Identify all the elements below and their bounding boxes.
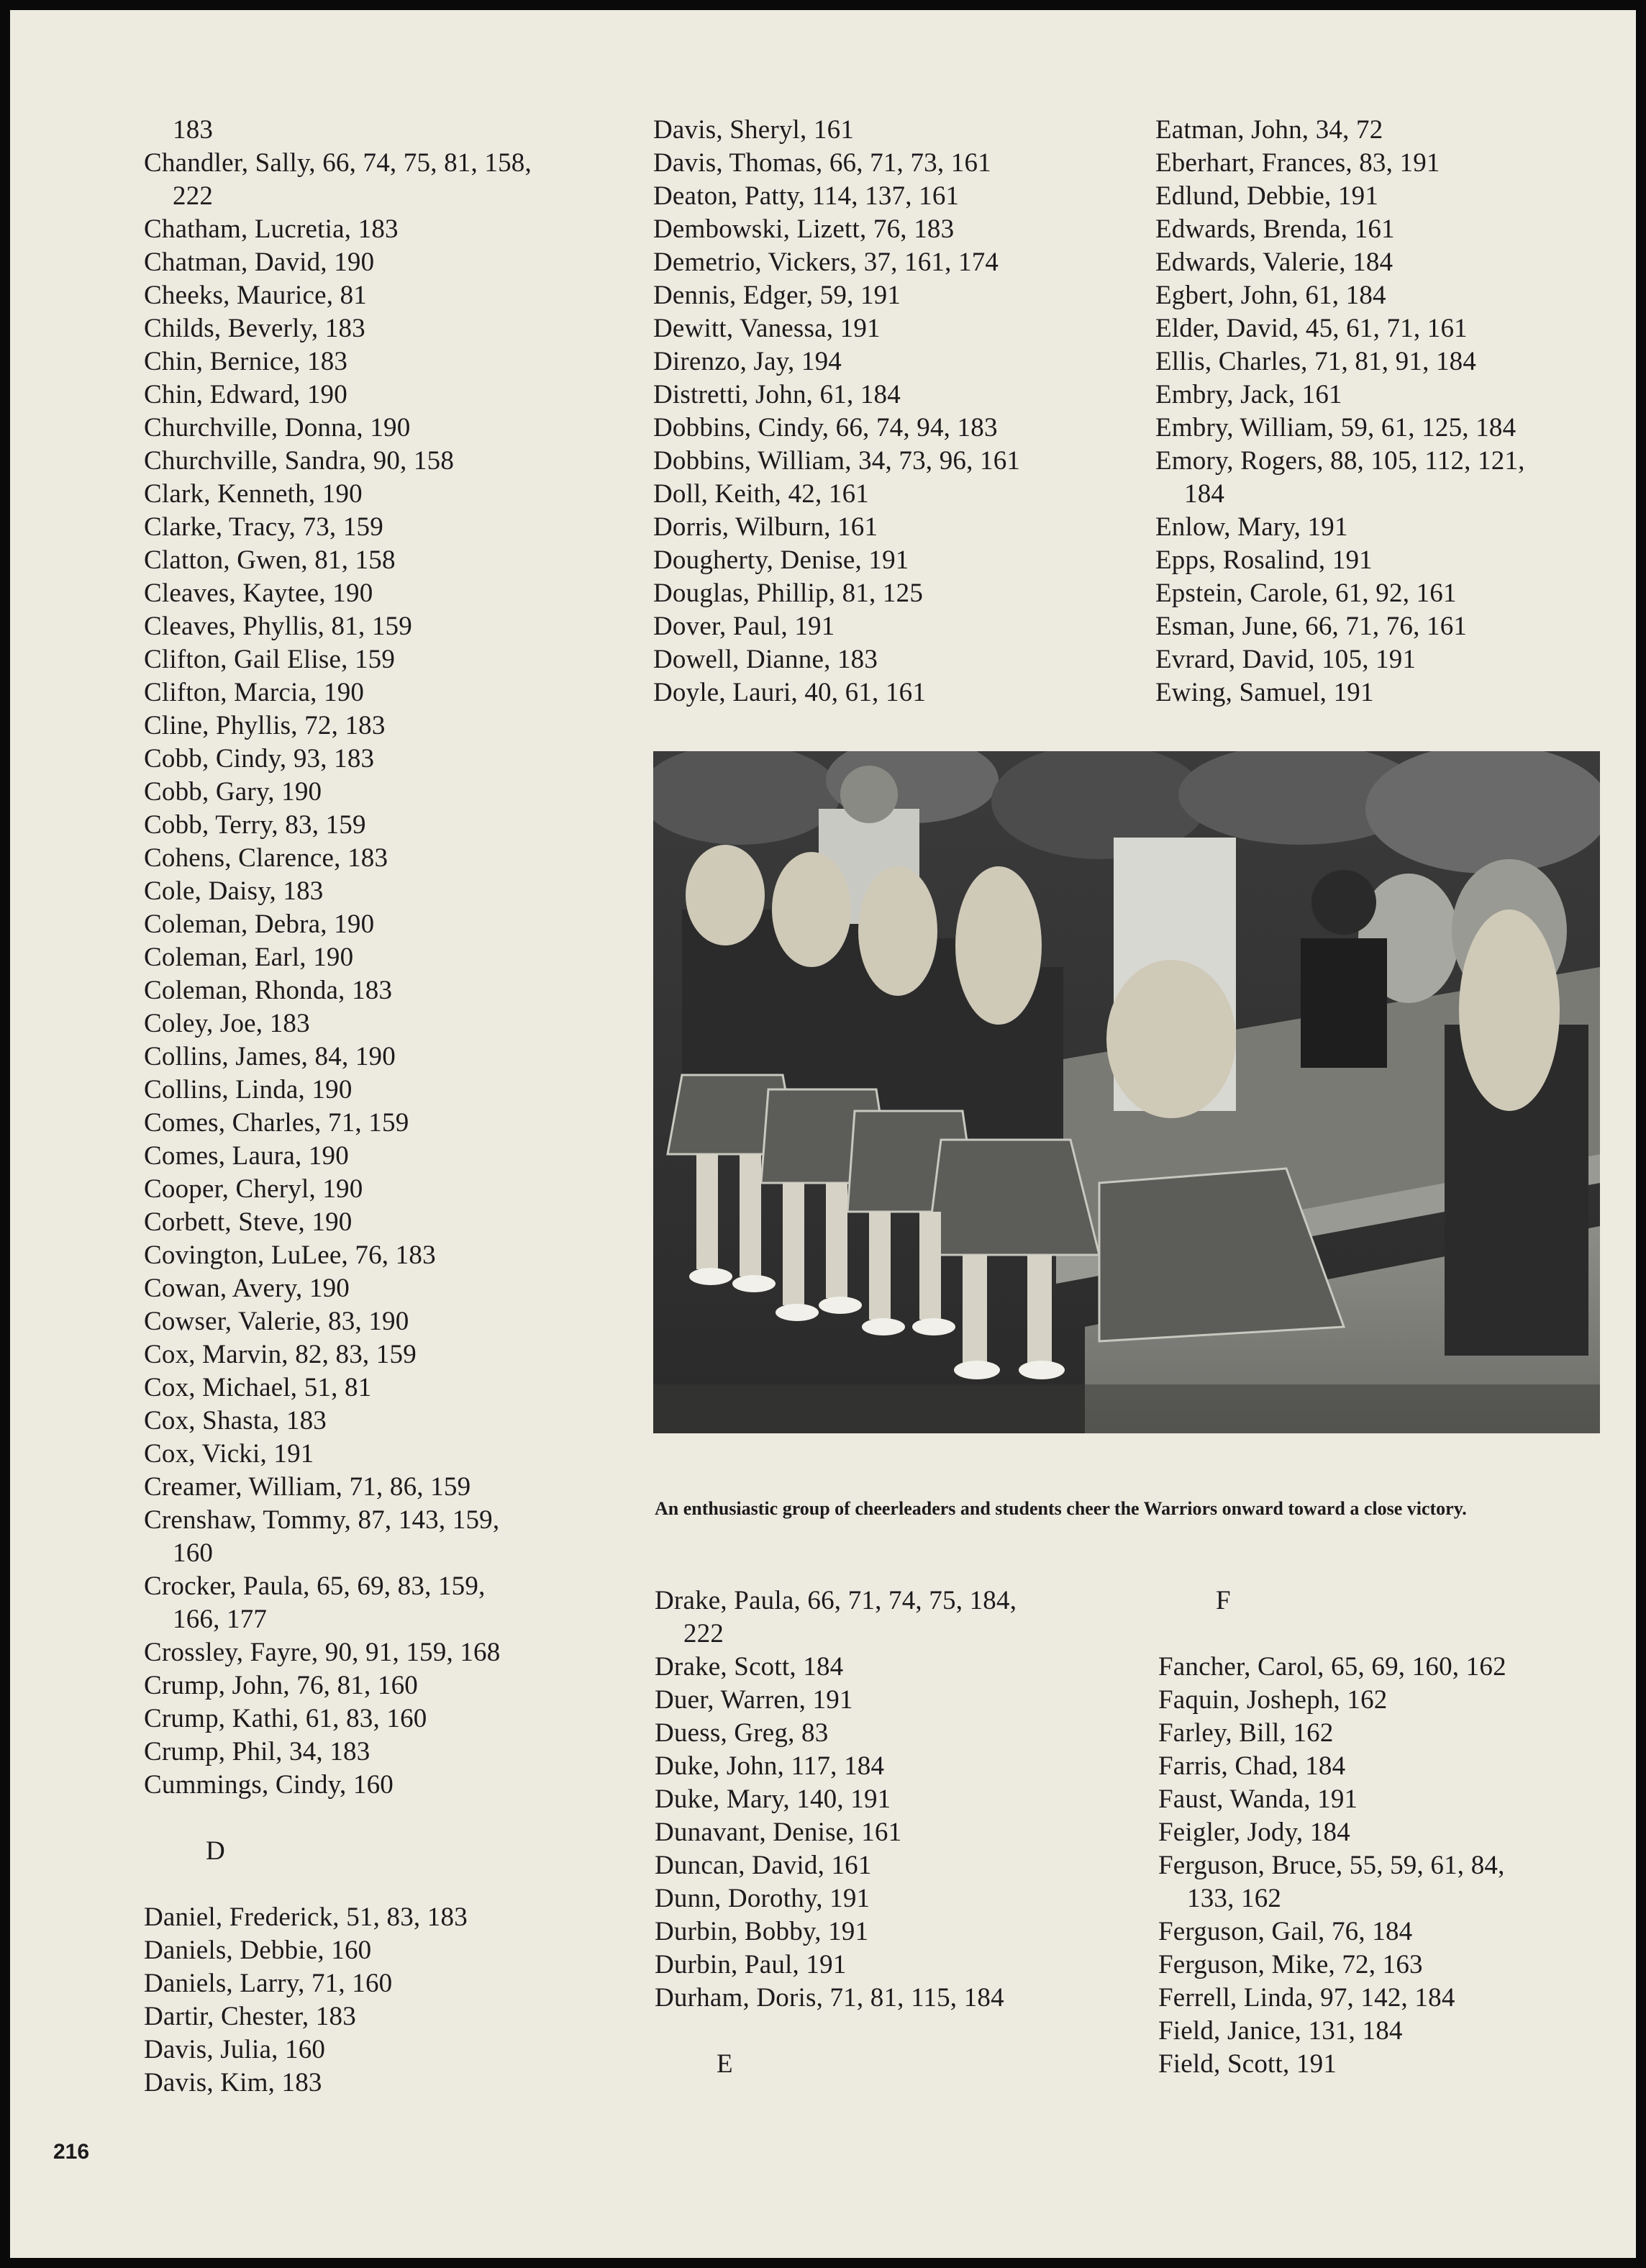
index-entry: 183 xyxy=(173,115,214,145)
index-entry: Dowell, Dianne, 183 xyxy=(653,645,878,674)
index-entry: Drake, Scott, 184 xyxy=(655,1652,844,1682)
index-entry: Ellis, Charles, 71, 81, 91, 184 xyxy=(1155,347,1477,376)
index-column-2-bottom xyxy=(655,1584,1017,2081)
photo-caption: An enthusiastic group of cheerleaders and students cheer the Warriors onward toward a close victory. xyxy=(655,1498,1467,1519)
index-entry: Dunn, Dorothy, 191 xyxy=(655,1884,870,1913)
index-entry: Dennis, Edger, 59, 191 xyxy=(653,281,901,310)
index-entry: Davis, Julia, 160 xyxy=(144,2035,326,2064)
index-entry: Duess, Greg, 83 xyxy=(655,1718,829,1748)
section-letter-heading: E xyxy=(717,2049,733,2079)
index-entry: Creamer, William, 71, 86, 159 xyxy=(144,1472,471,1502)
index-entry: Faust, Wanda, 191 xyxy=(1158,1784,1358,1814)
index-entry: Dorris, Wilburn, 161 xyxy=(653,512,878,542)
index-column-3-top xyxy=(1155,114,1525,709)
index-entry: Crocker, Paula, 65, 69, 83, 159, xyxy=(144,1571,486,1601)
index-entry: Egbert, John, 61, 184 xyxy=(1155,281,1386,310)
index-entry: Elder, David, 45, 61, 71, 161 xyxy=(1155,314,1468,343)
index-entry: Crenshaw, Tommy, 87, 143, 159, xyxy=(144,1505,500,1535)
index-entry: Demetrio, Vickers, 37, 161, 174 xyxy=(653,248,999,277)
index-entry: Cole, Daisy, 183 xyxy=(144,876,324,906)
index-entry: Edwards, Brenda, 161 xyxy=(1155,214,1395,244)
index-entry: Durbin, Paul, 191 xyxy=(655,1950,847,1979)
index-entry: Childs, Beverly, 183 xyxy=(144,314,365,343)
index-entry: Cobb, Gary, 190 xyxy=(144,777,322,807)
index-entry: Coleman, Rhonda, 183 xyxy=(144,976,393,1005)
index-entry: Fancher, Carol, 65, 69, 160, 162 xyxy=(1158,1652,1506,1682)
index-entry: Ferguson, Gail, 76, 184 xyxy=(1158,1917,1413,1946)
spacer xyxy=(1158,1618,1506,1651)
index-entry: Cleaves, Kaytee, 190 xyxy=(144,579,373,608)
index-entry: Dembowski, Lizett, 76, 183 xyxy=(653,214,955,244)
index-entry: Dobbins, William, 34, 73, 96, 161 xyxy=(653,446,1021,476)
index-column-3-bottom xyxy=(1158,1584,1506,2081)
index-entry: Corbett, Steve, 190 xyxy=(144,1207,353,1237)
index-entry: Esman, June, 66, 71, 76, 161 xyxy=(1155,612,1468,641)
index-entry: Cohens, Clarence, 183 xyxy=(144,843,388,873)
index-entry: Direnzo, Jay, 194 xyxy=(653,347,842,376)
index-entry: Cline, Phyllis, 72, 183 xyxy=(144,711,386,740)
index-entry: Duncan, David, 161 xyxy=(655,1851,872,1880)
index-entry: 222 xyxy=(683,1619,724,1648)
index-entry: Cox, Shasta, 183 xyxy=(144,1406,327,1435)
index-entry: Embry, Jack, 161 xyxy=(1155,380,1342,409)
index-entry: Feigler, Jody, 184 xyxy=(1158,1818,1350,1847)
yearbook-index-page xyxy=(10,10,1636,2258)
index-entry: Cleaves, Phyllis, 81, 159 xyxy=(144,612,412,641)
index-entry: Collins, Linda, 190 xyxy=(144,1075,353,1104)
index-entry: Ferguson, Mike, 72, 163 xyxy=(1158,1950,1423,1979)
index-entry: 184 xyxy=(1184,479,1225,509)
index-entry: Davis, Thomas, 66, 71, 73, 161 xyxy=(653,148,991,178)
index-entry: Field, Scott, 191 xyxy=(1158,2049,1337,2079)
index-entry: Dobbins, Cindy, 66, 74, 94, 183 xyxy=(653,413,998,443)
index-entry: Coleman, Debra, 190 xyxy=(144,910,375,939)
index-entry: Epps, Rosalind, 191 xyxy=(1155,545,1373,575)
index-entry: Clarke, Tracy, 73, 159 xyxy=(144,512,383,542)
index-entry: Chatham, Lucretia, 183 xyxy=(144,214,399,244)
index-entry: Ferrell, Linda, 97, 142, 184 xyxy=(1158,1983,1455,2013)
index-entry: Doll, Keith, 42, 161 xyxy=(653,479,869,509)
index-entry: Collins, James, 84, 190 xyxy=(144,1042,396,1071)
index-entry: Evrard, David, 105, 191 xyxy=(1155,645,1417,674)
index-entry: Crossley, Fayre, 90, 91, 159, 168 xyxy=(144,1638,501,1667)
index-entry: Comes, Laura, 190 xyxy=(144,1141,349,1171)
index-entry: Coleman, Earl, 190 xyxy=(144,943,354,972)
index-entry: Clifton, Marcia, 190 xyxy=(144,678,365,707)
index-entry: Dunavant, Denise, 161 xyxy=(655,1818,902,1847)
index-entry: Comes, Charles, 71, 159 xyxy=(144,1108,409,1138)
index-entry: Daniels, Debbie, 160 xyxy=(144,1936,372,1965)
index-entry: Doyle, Lauri, 40, 61, 161 xyxy=(653,678,927,707)
index-entry: Chandler, Sally, 66, 74, 75, 81, 158, xyxy=(144,148,532,178)
index-entry: Churchville, Sandra, 90, 158 xyxy=(144,446,455,476)
index-entry: Coley, Joe, 183 xyxy=(144,1009,310,1038)
index-entry: Enlow, Mary, 191 xyxy=(1155,512,1348,542)
index-entry: Cowan, Avery, 190 xyxy=(144,1274,350,1303)
index-entry: Cummings, Cindy, 160 xyxy=(144,1770,394,1800)
index-entry: Crump, Phil, 34, 183 xyxy=(144,1737,370,1766)
index-entry: Chatman, David, 190 xyxy=(144,248,375,277)
index-entry: Cox, Vicki, 191 xyxy=(144,1439,314,1469)
index-entry: Field, Janice, 131, 184 xyxy=(1158,2016,1403,2046)
index-entry: Daniel, Frederick, 51, 83, 183 xyxy=(144,1902,468,1932)
index-entry: Embry, William, 59, 61, 125, 184 xyxy=(1155,413,1517,443)
index-entry: 160 xyxy=(173,1538,214,1568)
index-entry: Edwards, Valerie, 184 xyxy=(1155,248,1393,277)
cheerleaders-photo xyxy=(653,751,1600,1433)
spacer xyxy=(144,1868,532,1901)
index-entry: Farley, Bill, 162 xyxy=(1158,1718,1334,1748)
index-entry: Cobb, Terry, 83, 159 xyxy=(144,810,366,840)
index-entry: Dougherty, Denise, 191 xyxy=(653,545,909,575)
index-entry: Cox, Michael, 51, 81 xyxy=(144,1373,372,1402)
index-entry: Durham, Doris, 71, 81, 115, 184 xyxy=(655,1983,1004,2013)
index-entry: Ewing, Samuel, 191 xyxy=(1155,678,1374,707)
index-entry: Crump, Kathi, 61, 83, 160 xyxy=(144,1704,427,1733)
index-column-1 xyxy=(144,114,532,2100)
index-entry: Eberhart, Frances, 83, 191 xyxy=(1155,148,1440,178)
spacer xyxy=(655,2015,1017,2048)
index-entry: Clatton, Gwen, 81, 158 xyxy=(144,545,396,575)
index-entry: Davis, Kim, 183 xyxy=(144,2068,322,2097)
index-entry: Cheeks, Maurice, 81 xyxy=(144,281,367,310)
index-entry: Ferguson, Bruce, 55, 59, 61, 84, xyxy=(1158,1851,1505,1880)
index-entry: 166, 177 xyxy=(173,1605,268,1634)
index-entry: Churchville, Donna, 190 xyxy=(144,413,411,443)
index-entry: 222 xyxy=(173,181,214,211)
index-entry: 133, 162 xyxy=(1187,1884,1282,1913)
index-entry: Cox, Marvin, 82, 83, 159 xyxy=(144,1340,417,1369)
index-entry: Cobb, Cindy, 93, 183 xyxy=(144,744,375,774)
index-entry: Clark, Kenneth, 190 xyxy=(144,479,363,509)
index-entry: Dewitt, Vanessa, 191 xyxy=(653,314,881,343)
index-entry: Duer, Warren, 191 xyxy=(655,1685,853,1715)
index-entry: Drake, Paula, 66, 71, 74, 75, 184, xyxy=(655,1586,1017,1615)
page-number: 216 xyxy=(53,2140,90,2164)
index-entry: Daniels, Larry, 71, 160 xyxy=(144,1969,393,1998)
index-entry: Duke, Mary, 140, 191 xyxy=(655,1784,891,1814)
index-entry: Durbin, Bobby, 191 xyxy=(655,1917,869,1946)
index-entry: Davis, Sheryl, 161 xyxy=(653,115,855,145)
index-entry: Dover, Paul, 191 xyxy=(653,612,835,641)
index-entry: Distretti, John, 61, 184 xyxy=(653,380,901,409)
index-entry: Dartir, Chester, 183 xyxy=(144,2002,356,2031)
index-entry: Chin, Edward, 190 xyxy=(144,380,347,409)
index-entry: Eatman, John, 34, 72 xyxy=(1155,115,1383,145)
index-entry: Chin, Bernice, 183 xyxy=(144,347,348,376)
spacer xyxy=(144,1802,532,1835)
index-entry: Edlund, Debbie, 191 xyxy=(1155,181,1379,211)
index-entry: Douglas, Phillip, 81, 125 xyxy=(653,579,924,608)
index-entry: Cooper, Cheryl, 190 xyxy=(144,1174,363,1204)
index-entry: Emory, Rogers, 88, 105, 112, 121, xyxy=(1155,446,1525,476)
section-letter-heading: D xyxy=(206,1836,225,1866)
index-column-2-top xyxy=(653,114,1020,709)
index-entry: Faquin, Josheph, 162 xyxy=(1158,1685,1388,1715)
index-entry: Crump, John, 76, 81, 160 xyxy=(144,1671,418,1700)
index-entry: Epstein, Carole, 61, 92, 161 xyxy=(1155,579,1457,608)
index-entry: Covington, LuLee, 76, 183 xyxy=(144,1240,436,1270)
index-entry: Cowser, Valerie, 83, 190 xyxy=(144,1307,409,1336)
index-entry: Duke, John, 117, 184 xyxy=(655,1751,885,1781)
index-entry: Farris, Chad, 184 xyxy=(1158,1751,1346,1781)
index-entry: Clifton, Gail Elise, 159 xyxy=(144,645,396,674)
section-letter-heading: F xyxy=(1216,1586,1231,1615)
index-entry: Deaton, Patty, 114, 137, 161 xyxy=(653,181,960,211)
